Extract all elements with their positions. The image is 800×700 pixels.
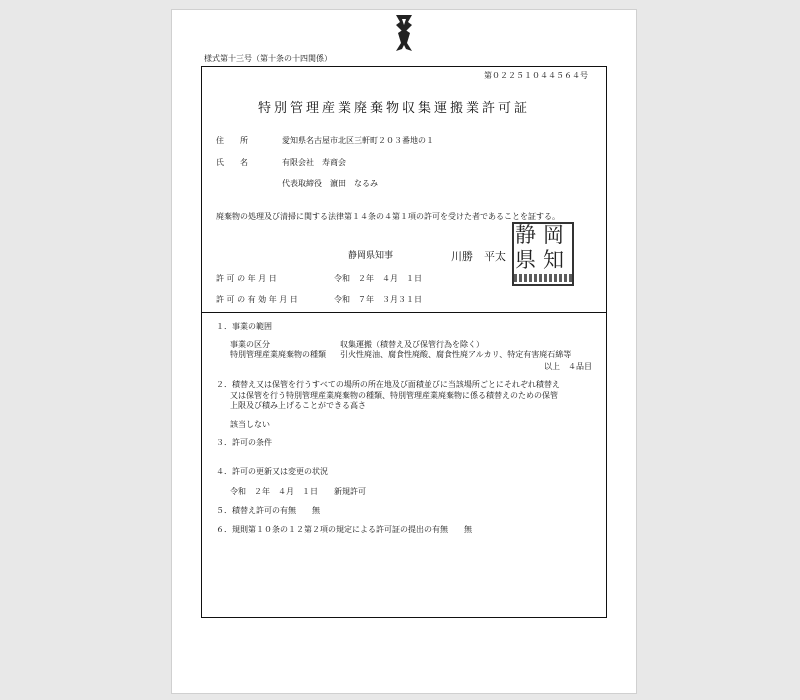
waste-type-value: 引火性廃油、腐食性廃酸、腐食性廃アルカリ、特定有害廃石綿等: [340, 350, 572, 359]
section2-line2: 又は保管を行う特別管理産業廃棄物の種類、特別管理産業廃棄物に係る積替えのための保管: [230, 391, 558, 400]
address-label: 住 所: [216, 136, 248, 145]
section2-line1: ２．積替え又は保管を行うすべての場所の所在地及び面積並びに当該場所ごとにそれぞれ積替え: [216, 380, 560, 389]
seal-lower-band: [514, 274, 572, 282]
permit-number: 第０２２５１０４４５６４号: [484, 71, 588, 80]
representative-name: 代表取締役 濵田 なるみ: [282, 179, 378, 188]
seal-char: 県: [515, 248, 536, 272]
official-seal: [512, 222, 576, 288]
seal-char: 静: [515, 223, 536, 247]
name-label: 氏 名: [216, 158, 248, 167]
issue-date-value: 令和 ２年 ４月 １日: [334, 274, 422, 283]
section2-value: 該当しない: [230, 420, 270, 429]
section6-text: ６．規則第１０条の１２第２項の規定による許可証の提出の有無 無: [216, 525, 472, 534]
waste-type-label: 特別管理産業廃棄物の種類: [230, 350, 326, 359]
section4-heading: ４．許可の更新又は変更の状況: [216, 467, 328, 476]
section-divider: [201, 312, 607, 313]
frame-left-line: [201, 66, 202, 618]
item-count: 以上 ４品目: [544, 362, 592, 371]
section2-line3: 上限及び積み上げることができる高さ: [230, 401, 366, 410]
issue-date-label: 許 可 の 年 月 日: [216, 274, 277, 283]
valid-date-value: 令和 ７年 ３月３１日: [334, 295, 422, 304]
frame-right-line: [606, 66, 607, 618]
business-category-label: 事業の区分: [230, 340, 270, 349]
prefecture-emblem-icon: [392, 13, 416, 53]
valid-date-label: 許 可 の 有 効 年 月 日: [216, 295, 298, 304]
section4-value: 令和 ２年 ４月 １日 新規許可: [230, 487, 366, 496]
address-value: 愛知県名古屋市北区三軒町２０３番地の１: [282, 136, 434, 145]
section3-heading: ３．許可の条件: [216, 438, 272, 447]
section5-text: ５．積替え許可の有無 無: [216, 506, 320, 515]
company-name: 有限会社 寿商会: [282, 158, 346, 167]
section1-heading: １．事業の範囲: [216, 322, 272, 331]
frame-bottom-line: [201, 617, 607, 618]
issuer-name: 川勝 平太: [451, 250, 506, 263]
seal-char: 岡: [543, 223, 564, 247]
certification-statement: 廃棄物の処理及び清掃に関する法律第１４条の４第１項の許可を受けた者であることを証する。: [216, 212, 560, 221]
seal-char: 知: [543, 248, 564, 272]
frame-top-line: [201, 66, 607, 67]
form-number: 様式第十三号（第十条の十四関係）: [204, 54, 332, 63]
issuer-office: 静岡県知事: [348, 251, 394, 261]
document-title: 特別管理産業廃棄物収集運搬業許可証: [258, 101, 531, 116]
business-category-value: 収集運搬（積替え及び保管行為を除く）: [340, 340, 484, 349]
